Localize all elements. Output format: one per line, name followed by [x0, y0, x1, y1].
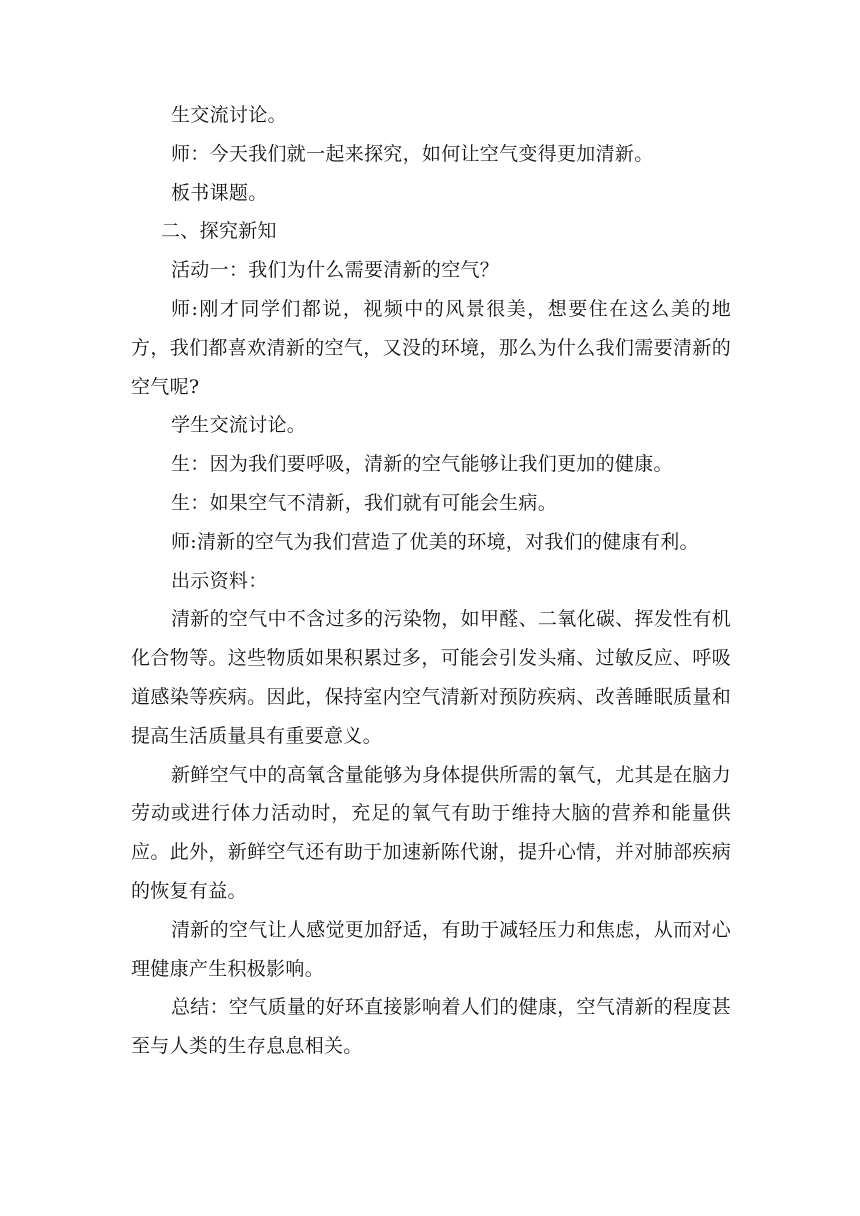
paragraph-student-answer-2: 生：如果空气不清新，我们就有可能会生病。 — [171, 491, 558, 514]
paragraph-discussion: 生交流讨论。 — [171, 104, 287, 126]
paragraph-teacher-summary: 师:清新的空气为我们营造了优美的环境，对我们的健康有利。 — [171, 530, 699, 553]
paragraph-show-materials: 出示资料： — [171, 569, 268, 592]
paragraph-material-2: 新鲜空气中的高氧含量能够为身体提供所需的氧气，尤其是在脑力劳动或进行体力活动时，充足的氧气有助于维持大脑的营养和能量供应。此外，新鲜空气还有助于加速新陈代谢，提升心情，并对肺部疾病的恢复有益。 — [131, 763, 731, 902]
paragraph-student-discussion: 学生交流讨论。 — [171, 414, 307, 437]
section-heading-explore: 二、探究新知 — [161, 220, 277, 243]
paragraph-material-3: 清新的空气让人感觉更加舒适，有助于减轻压力和焦虑，从而对心理健康产生积极影响。 — [131, 918, 731, 980]
paragraph-teacher-intro: 师：今天我们就一起来探究，如何让空气变得更加清新。 — [171, 142, 654, 165]
paragraph-conclusion: 总结：空气质量的好环直接影响着人们的健康，空气清新的程度甚至与人类的生存息息相关。 — [131, 996, 731, 1058]
document-body — [131, 96, 731, 1066]
paragraph-student-answer-1: 生：因为我们要呼吸，清新的空气能够让我们更加的健康。 — [171, 453, 673, 476]
activity-one-heading: 活动一：我们为什么需要清新的空气？ — [171, 259, 500, 282]
paragraph-material-1: 清新的空气中不含过多的污染物，如甲醛、二氧化碳、挥发性有机化合物等。这些物质如果积累过多，可能会引发头痛、过敏反应、呼吸道感染等疾病。因此，保持室内空气清新对预防疾病、改善睡眠质量和提高生活质量具有重要意义。 — [131, 608, 731, 747]
paragraph-teacher-question: 师:刚才同学们都说，视频中的风景很美，想要住在这么美的地方，我们都喜欢清新的空气，又没的环境，那么为什么我们需要清新的空气呢? — [131, 297, 731, 398]
paragraph-board-title: 板书课题。 — [171, 181, 268, 204]
